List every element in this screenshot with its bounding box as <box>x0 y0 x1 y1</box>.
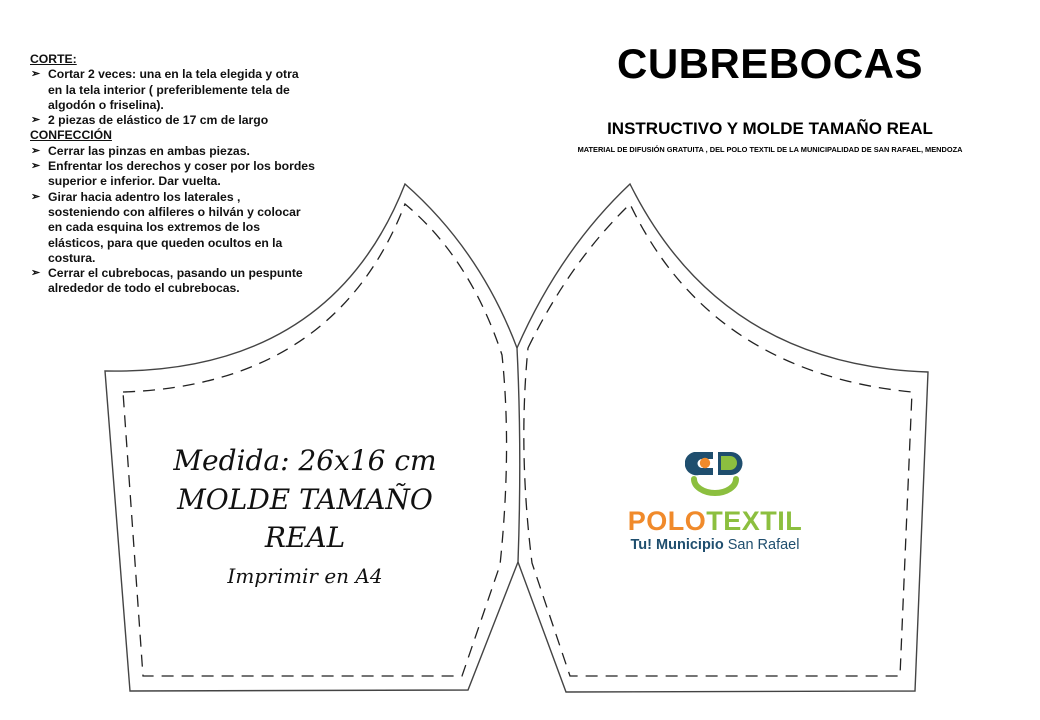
page-title: CUBREBOCAS <box>616 40 923 87</box>
confeccion-list <box>30 144 315 297</box>
arrow-bullet-icon: ➢ <box>31 160 41 173</box>
measure-block <box>150 441 460 591</box>
page-subtitle: INSTRUCTIVO Y MOLDE TAMAÑO REAL <box>607 119 933 138</box>
list-item: ➢ Cerrar el cubrebocas, pasando un pespunte alrededor de todo el cubrebocas. <box>31 266 303 296</box>
measure-size: Medida: 26x16 cm <box>173 444 437 477</box>
list-item: ➢ Cortar 2 veces: una en la tela elegida y otra en la tela interior ( preferiblemente tela de algodón o friselina). <box>31 67 299 112</box>
corte-heading: CORTE: <box>30 52 77 66</box>
list-item: ➢ 2 piezas de elástico de 17 cm de largo <box>31 113 269 128</box>
corte-list <box>30 67 315 128</box>
list-item: ➢ Enfrentar los derechos y coser por los bordes superior e inferior. Dar vuelta. <box>31 159 315 189</box>
instructions-panel <box>30 52 315 297</box>
arrow-bullet-icon: ➢ <box>31 190 41 203</box>
brand-name: POLOTEXTIL <box>627 506 803 536</box>
brand-tagline: Tu! Municipio San Rafael <box>630 537 800 553</box>
list-item: ➢ Girar hacia adentro los laterales , sosteniendo con alfileres o hilván y colocar en cada esquina los extremos de los elásticos, para que queden ocultos en la costura. <box>31 189 301 265</box>
list-item: ➢ Cerrar las pinzas en ambas piezas. <box>31 143 250 158</box>
disclaimer-note: MATERIAL DE DIFUSIÓN GRATUITA , DEL POLO TEXTIL DE LA MUNICIPALIDAD DE SAN RAFAEL, MENDOZA <box>577 145 963 154</box>
arrow-bullet-icon: ➢ <box>31 267 41 280</box>
arrow-bullet-icon: ➢ <box>31 114 41 127</box>
polotextil-logo <box>600 448 830 554</box>
print-instruction: Imprimir en A4 <box>227 564 383 588</box>
measure-pattern-label: MOLDE TAMAÑO REAL <box>177 483 433 554</box>
stitch-line-right <box>524 204 912 676</box>
confeccion-heading: CONFECCIÓN <box>30 128 112 143</box>
arrow-bullet-icon: ➢ <box>31 144 41 157</box>
polotextil-emblem-icon <box>685 448 745 498</box>
pattern-outline-right <box>517 184 928 692</box>
arrow-bullet-icon: ➢ <box>31 68 41 81</box>
